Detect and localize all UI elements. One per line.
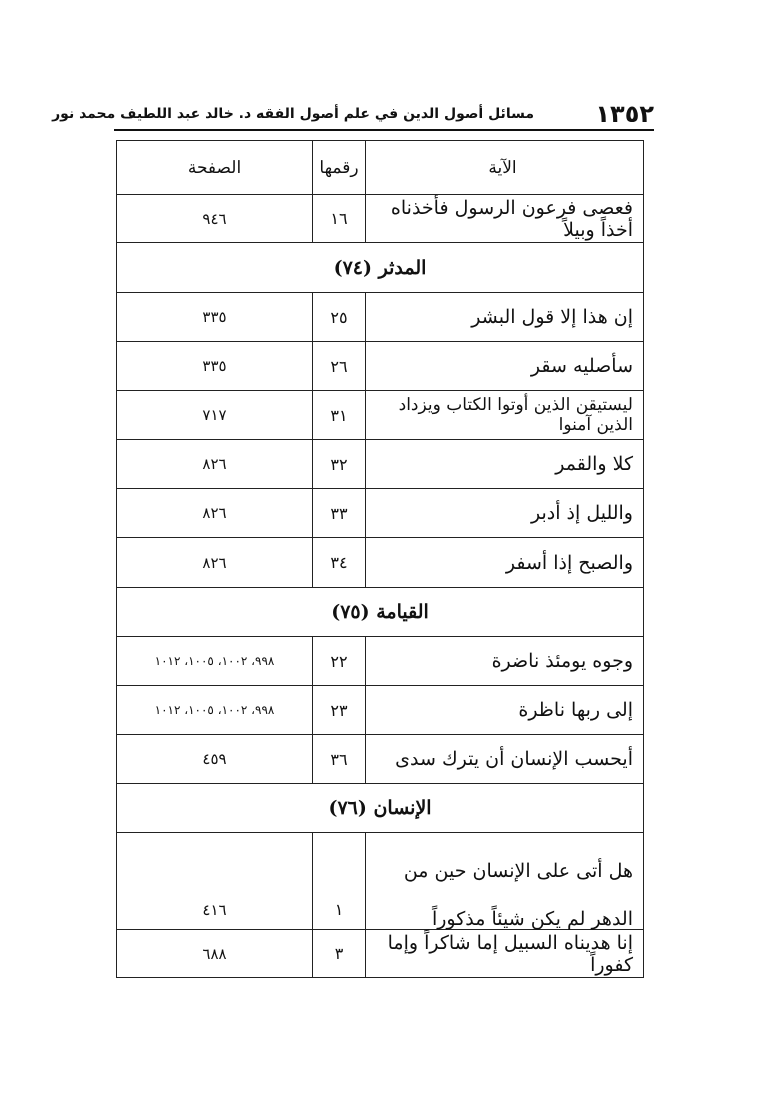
page-ref-cell: ٤٥٩ xyxy=(202,750,227,768)
surah-heading-row: الإنسان (٧٦) xyxy=(117,784,643,833)
page-header xyxy=(52,100,654,130)
table-row xyxy=(117,440,643,489)
table-row xyxy=(117,930,643,977)
verse-cell: إن هذا إلا قول البشر xyxy=(471,306,633,328)
page-ref-cell: ٤١٦ xyxy=(202,901,227,919)
column-header-verse: الآية xyxy=(488,157,517,178)
verse-cell: إنا هديناه السبيل إما شاكراً وإما كفوراً xyxy=(387,931,633,976)
verse-cell: إلى ربها ناظرة xyxy=(518,699,633,721)
header-rule xyxy=(114,129,654,131)
table-row xyxy=(117,833,643,930)
verse-number-cell: ٣٦ xyxy=(312,735,366,783)
verse-cell: ليستيقن الذين أوتوا الكتاب ويزداد الذين آمنوا xyxy=(398,395,633,435)
verse-number-cell: ٣٤ xyxy=(312,538,366,587)
table-row xyxy=(117,293,643,342)
page-ref-cell: ٩٤٦ xyxy=(202,209,227,228)
table-row xyxy=(117,686,643,735)
verse-cell: هل أتى على الإنسان حين من الدهر لم يكن شيئاً مذكوراً xyxy=(403,860,633,930)
verse-number-cell: ٢٦ xyxy=(312,342,366,390)
verse-number-cell: ٢٢ xyxy=(312,637,366,685)
verse-number-cell: ٣ xyxy=(312,930,366,977)
running-title: مسائل أصول الدين في علم أصول الفقه د. خالد عبد اللطيف محمد نور xyxy=(52,106,534,122)
table-row xyxy=(117,391,643,440)
table-row xyxy=(117,342,643,391)
page-ref-cell: ٧١٧ xyxy=(202,406,227,424)
page-ref-cell: ٨٢٦ xyxy=(202,504,227,522)
verse-index-table xyxy=(116,140,644,978)
surah-heading-row: المدثر (٧٤) xyxy=(117,243,643,293)
table-row xyxy=(117,538,643,588)
verse-number-cell: ٢٥ xyxy=(312,293,366,341)
verse-cell: والليل إذ أدبر xyxy=(531,502,633,524)
page-ref-cell: ٩٩٨، ١٠٠٢، ١٠٠٥، ١٠١٢ xyxy=(154,703,275,717)
verse-cell: أيحسب الإنسان أن يترك سدى xyxy=(395,748,633,770)
table-row xyxy=(117,489,643,538)
verse-number-cell: ٣١ xyxy=(312,391,366,439)
page-ref-cell: ٣٣٥ xyxy=(202,308,227,326)
verse-number-cell: ٢٣ xyxy=(312,686,366,734)
column-header-number: رقمها xyxy=(312,141,366,194)
table-row xyxy=(117,195,643,243)
verse-cell: والصبح إذا أسفر xyxy=(505,551,633,574)
verse-cell: فعصى فرعون الرسول فأخذناه أخذاً وبيلاً xyxy=(390,196,633,241)
verse-number-cell: ١ xyxy=(312,833,366,929)
verse-cell: وجوه يومئذ ناضرة xyxy=(491,650,633,672)
verse-cell: كلا والقمر xyxy=(555,453,633,475)
verse-number-cell: ١٦ xyxy=(312,195,366,242)
verse-number-cell: ٣٣ xyxy=(312,489,366,537)
table-row xyxy=(117,637,643,686)
table-row xyxy=(117,735,643,784)
page-number: ١٣٥٢ xyxy=(595,100,654,128)
page-ref-cell: ٣٣٥ xyxy=(202,357,227,375)
surah-heading-row: القيامة (٧٥) xyxy=(117,588,643,637)
verse-number-cell: ٣٢ xyxy=(312,440,366,488)
page-ref-cell: ٩٩٨، ١٠٠٢، ١٠٠٥، ١٠١٢ xyxy=(154,654,275,668)
column-header-page: الصفحة xyxy=(187,157,242,178)
page-ref-cell: ٨٢٦ xyxy=(202,553,227,572)
page-ref-cell: ٦٨٨ xyxy=(202,944,227,963)
table-header-row xyxy=(117,141,643,195)
verse-cell: سأصليه سقر xyxy=(530,355,633,377)
page-ref-cell: ٨٢٦ xyxy=(202,455,227,473)
